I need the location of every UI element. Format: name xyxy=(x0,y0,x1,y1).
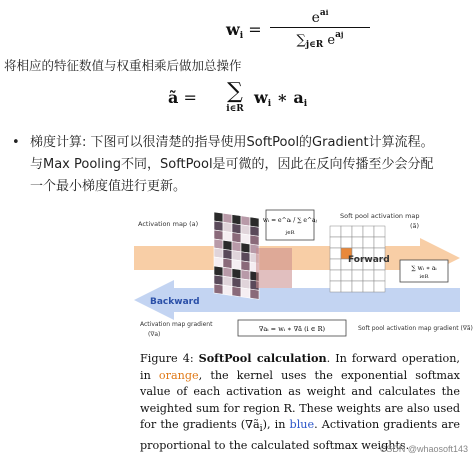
caption-part-4: . Activation gradients are proportional to the calculated softmax weights. xyxy=(140,418,460,452)
activation-cell xyxy=(223,231,232,241)
csdn-watermark: CSDN @whaosoft143 xyxy=(379,444,468,454)
bullet-line-1: 梯度计算: 下图可以很清楚的指导使用SoftPool的Gradient计算流程。 xyxy=(30,135,434,150)
activation-cell xyxy=(250,235,259,245)
activation-cell xyxy=(214,221,223,231)
activation-cell xyxy=(241,225,250,235)
numerator-exponent: a xyxy=(319,8,326,18)
weight-symbol: w xyxy=(226,20,240,39)
equals-sign-2: = xyxy=(183,88,197,107)
output-cell xyxy=(352,281,363,292)
output-cell xyxy=(352,270,363,281)
forward-label: Forward xyxy=(348,255,390,265)
activation-cell xyxy=(214,275,223,285)
softmax-weight-equation xyxy=(226,8,366,50)
rhs-weight-sub: i xyxy=(267,99,272,109)
caption-orange-word: orange xyxy=(158,368,199,382)
output-rhs xyxy=(254,88,307,109)
activation-cell xyxy=(241,234,250,244)
weight-box-text: wᵢ = e^aᵢ / ∑ e^aⱼ xyxy=(262,217,318,224)
bullet-dot-icon: • xyxy=(12,135,20,150)
output-cell xyxy=(330,281,341,292)
activation-cell xyxy=(223,240,232,250)
output-cell xyxy=(374,237,385,248)
output-cell xyxy=(352,226,363,237)
activation-cell xyxy=(232,260,241,270)
output-cell xyxy=(341,226,352,237)
rhs-weight: w xyxy=(254,88,268,107)
output-cell xyxy=(363,237,374,248)
caption-blue-word: blue xyxy=(289,418,315,431)
output-lhs xyxy=(168,88,197,107)
activation-cell xyxy=(214,284,223,294)
activation-cell xyxy=(232,215,241,225)
weight-fraction xyxy=(270,8,370,50)
activation-cell xyxy=(232,224,241,234)
backward-label: Backward xyxy=(150,297,200,307)
softpool-figure xyxy=(134,208,473,346)
activation-cell xyxy=(223,267,232,277)
denominator-exponent-sub: j xyxy=(340,30,344,39)
output-cell xyxy=(330,259,341,270)
activation-cell xyxy=(232,233,241,243)
activation-cell xyxy=(232,278,241,288)
sum-range-2: i∈R xyxy=(226,104,244,114)
sum-symbol-2: ∑ xyxy=(227,79,243,104)
output-cell xyxy=(330,270,341,281)
activation-cell xyxy=(214,230,223,240)
weight-subscript: i xyxy=(239,31,244,41)
activation-cell xyxy=(223,222,232,232)
activation-cell xyxy=(223,249,232,259)
bullet-text xyxy=(8,132,470,198)
rhs-activation: ∗ a xyxy=(271,88,304,107)
output-cell xyxy=(363,281,374,292)
bullet-line-2: 与Max Pooling不同，SoftPool是可微的，因此在反向传播至少会分配 xyxy=(30,157,434,172)
weight-box-under: j∈R xyxy=(285,230,295,236)
caption-part-1: . In forward operation, in xyxy=(140,352,460,382)
caption-part-2-sub: i xyxy=(259,423,263,435)
denominator-base: e xyxy=(327,33,336,48)
figure-caption xyxy=(140,350,460,454)
activation-cell xyxy=(223,276,232,286)
activation-cell xyxy=(232,287,241,297)
output-cell xyxy=(330,226,341,237)
activation-cell xyxy=(241,270,250,280)
output-cell xyxy=(363,270,374,281)
activation-cell xyxy=(214,257,223,267)
numerator-base: e xyxy=(311,10,320,26)
denominator-exponent: a xyxy=(335,30,341,40)
output-cell xyxy=(352,237,363,248)
softpool-grad-label: Soft pool activation map gradient (∇ã) xyxy=(358,325,473,332)
output-cell xyxy=(374,270,385,281)
activation-cell xyxy=(241,279,250,289)
activation-cell xyxy=(214,248,223,258)
caption-part-3: ), in xyxy=(262,418,290,431)
sum-box-text: ∑ wᵢ ∗ aᵢ xyxy=(411,265,437,272)
output-cell xyxy=(374,226,385,237)
activation-cell xyxy=(214,239,223,249)
numerator-exponent-sub: i xyxy=(325,8,329,17)
activation-cell xyxy=(241,288,250,298)
activation-cell xyxy=(232,251,241,261)
caption-title: SoftPool calculation xyxy=(198,351,327,365)
activation-cell xyxy=(223,258,232,268)
equals-sign: = xyxy=(248,20,262,39)
sum-symbol: ∑ xyxy=(296,33,306,48)
activation-cell xyxy=(214,212,223,222)
activation-grad-symbol: (∇a) xyxy=(148,331,161,338)
activation-map-label: Activation map (a) xyxy=(138,220,199,228)
activation-cell xyxy=(241,252,250,262)
activation-cell xyxy=(241,261,250,271)
activation-grad-label: Activation map gradient xyxy=(140,321,213,328)
output-symbol: ã xyxy=(168,88,179,107)
activation-cell xyxy=(232,242,241,252)
activation-cell xyxy=(232,269,241,279)
activation-cell xyxy=(214,266,223,276)
activation-cell xyxy=(241,243,250,253)
output-cell xyxy=(330,237,341,248)
activation-cell xyxy=(223,213,232,223)
activation-cell xyxy=(250,217,259,227)
softpool-map-symbol: (ã) xyxy=(410,222,420,230)
activation-map-grid xyxy=(214,212,259,299)
weight-lhs xyxy=(226,20,262,41)
fraction-numerator xyxy=(270,8,370,26)
activation-cell xyxy=(250,226,259,236)
output-cell xyxy=(341,237,352,248)
fraction-bar xyxy=(270,27,370,28)
gradient-bullet xyxy=(8,132,470,198)
activation-cell xyxy=(241,216,250,226)
sum-range: j∈R xyxy=(305,40,324,50)
caption-part-2: , the kernel uses the exponential softmax value of each activation as weight and calculates the weighted sum for region R. These weights are also used for the gradients (∇ã xyxy=(140,368,460,431)
output-cell xyxy=(363,226,374,237)
intro-text: 将相应的特征数值与权重相乘后做加总操作 xyxy=(4,58,242,73)
fraction-denominator xyxy=(270,30,370,50)
rhs-activation-sub: i xyxy=(303,99,308,109)
output-cell xyxy=(374,281,385,292)
output-cell xyxy=(330,248,341,259)
sum-box-under: i∈R xyxy=(419,274,429,280)
region-r-highlight xyxy=(256,248,292,288)
output-cell xyxy=(341,270,352,281)
bullet-line-3: 一个最小梯度值进行更新。 xyxy=(30,179,187,194)
softpool-map-label: Soft pool activation map xyxy=(340,212,420,220)
summation xyxy=(220,80,250,114)
output-cell xyxy=(341,281,352,292)
gradient-box-text: ∇aᵢ = wᵢ ∗ ∇ã (i ∈ R) xyxy=(258,325,326,333)
weighted-sum-equation xyxy=(168,80,328,124)
caption-fig-num: Figure 4: xyxy=(140,352,199,365)
activation-cell xyxy=(223,285,232,295)
activation-cell xyxy=(250,289,259,299)
